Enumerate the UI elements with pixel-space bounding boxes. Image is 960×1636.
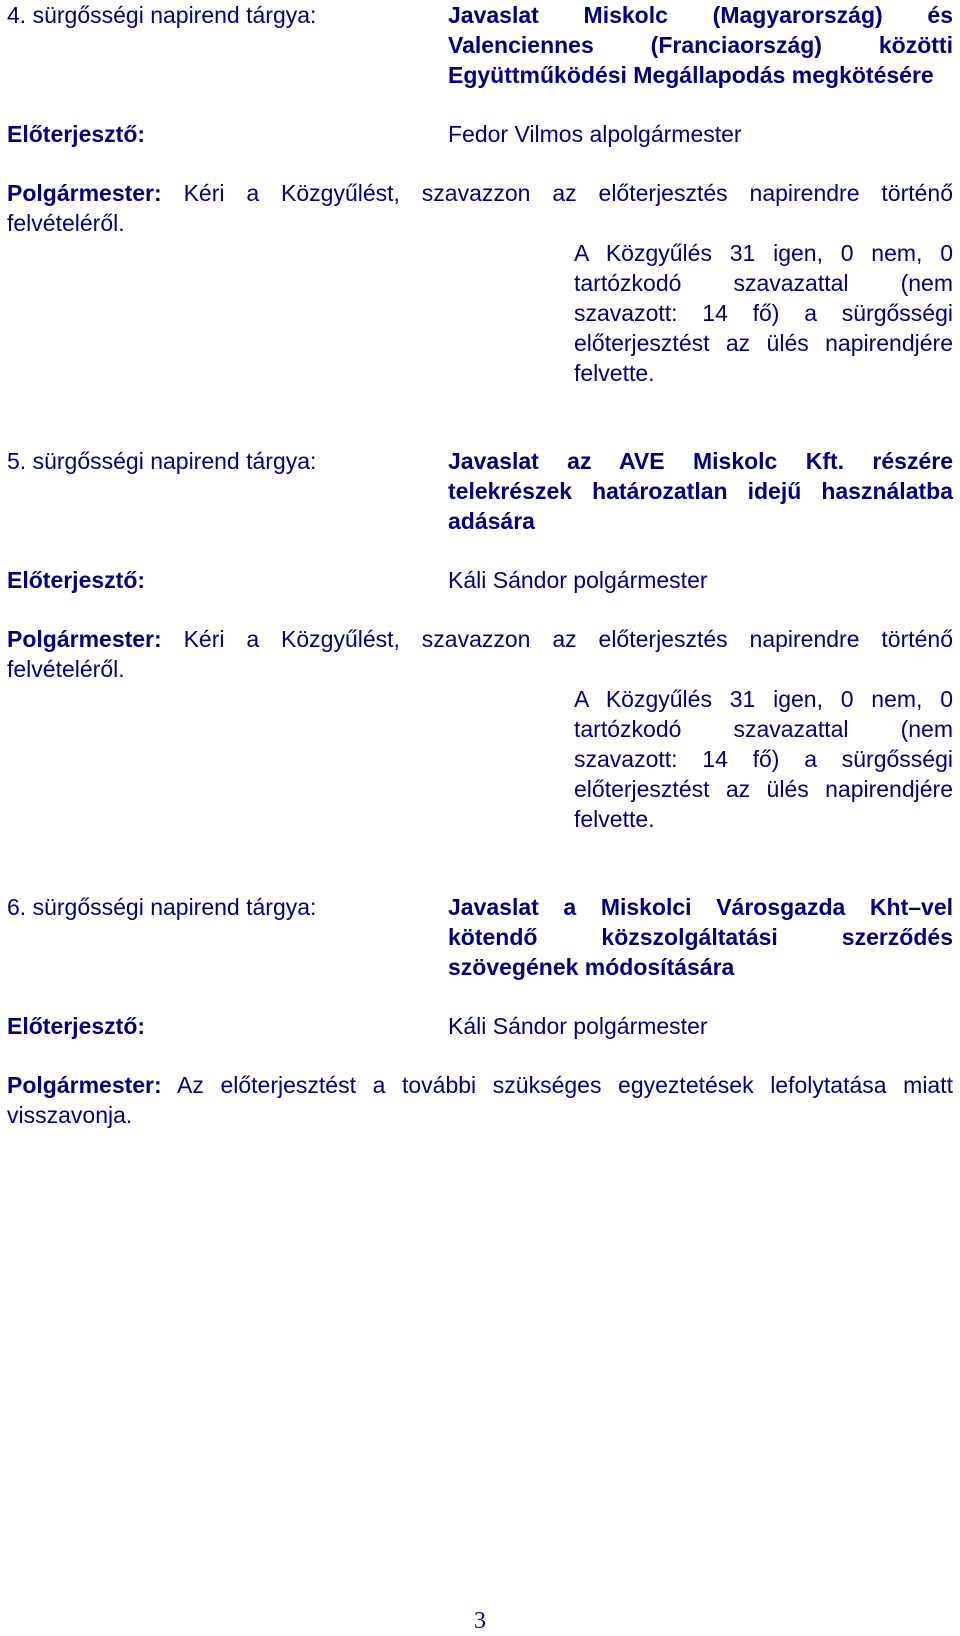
agenda-row: [7, 446, 953, 536]
presenter-label: Előterjesztő:: [7, 1013, 146, 1039]
speaker-label: Polgármester:: [7, 1072, 162, 1098]
mayor-statement: [7, 624, 953, 684]
mayor-statement: [7, 1070, 953, 1130]
vote-result: A Közgyűlés 31 igen, 0 nem, 0 tartózkodó szavazattal (nem szavazott: 14 fő) a sürgősségi előterjesztést az ülés napirendjére felvette.: [574, 240, 953, 386]
statement-text: Kéri a Közgyűlést, szavazzon az előterjesztés napirendre történő felvételéről.: [7, 626, 953, 682]
statement-text: Kéri a Közgyűlést, szavazzon az előterjesztés napirendre történő felvételéről.: [7, 180, 953, 236]
agenda-row: [7, 892, 953, 982]
presenter-row: [7, 565, 953, 595]
agenda-title: Javaslat az AVE Miskolc Kft. részére telekrészek határozatlan idejű használatba adására: [448, 448, 953, 534]
statement-text: Az előterjesztést a további szükséges egyeztetések lefolytatása miatt visszavonja.: [7, 1072, 953, 1128]
agenda-label: 6. sürgősségi napirend tárgya:: [7, 894, 317, 920]
page-number: 3: [474, 1608, 486, 1634]
vote-result: A Közgyűlés 31 igen, 0 nem, 0 tartózkodó szavazattal (nem szavazott: 14 fő) a sürgősségi előterjesztést az ülés napirendjére felvette.: [574, 686, 953, 832]
agenda-label: 5. sürgősségi napirend tárgya:: [7, 448, 317, 474]
mayor-statement: [7, 178, 953, 238]
document-page: [7, 0, 953, 1130]
agenda-title: Javaslat a Miskolci Városgazda Kht–vel kötendő közszolgáltatási szerződés szövegének módosítására: [448, 894, 953, 980]
agenda-row: [7, 0, 953, 90]
agenda-label: 4. sürgősségi napirend tárgya:: [7, 2, 317, 28]
agenda-item-6: [7, 892, 953, 1130]
agenda-item-5: [7, 446, 953, 834]
presenter-name: Káli Sándor polgármester: [448, 1013, 708, 1039]
agenda-title: Javaslat Miskolc (Magyarország) és Valenciennes (Franciaország) közötti Együttműködési Megállapodás megkötésére: [448, 2, 953, 88]
presenter-name: Fedor Vilmos alpolgármester: [448, 121, 742, 147]
speaker-label: Polgármester:: [7, 626, 162, 652]
presenter-row: [7, 1011, 953, 1041]
presenter-name: Káli Sándor polgármester: [448, 567, 708, 593]
presenter-row: [7, 119, 953, 149]
speaker-label: Polgármester:: [7, 180, 162, 206]
agenda-item-4: [7, 0, 953, 388]
presenter-label: Előterjesztő:: [7, 567, 146, 593]
presenter-label: Előterjesztő:: [7, 121, 146, 147]
